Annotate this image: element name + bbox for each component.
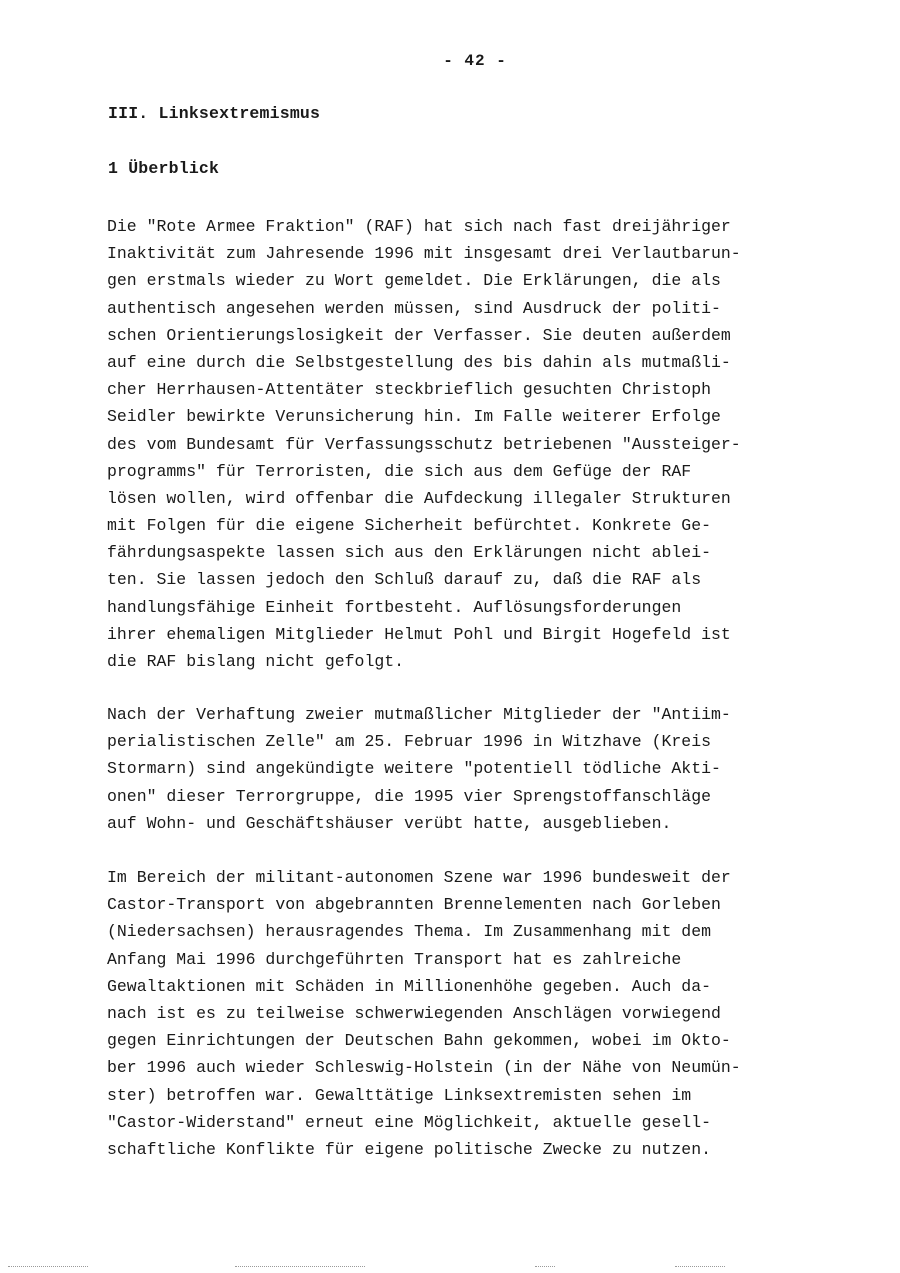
footer-dotted-rule	[235, 1266, 365, 1267]
footer-dotted-rule	[535, 1266, 555, 1267]
footer-dotted-rule	[8, 1266, 88, 1267]
text-line: auf eine durch die Selbstgestellung des bis dahin als mutmaßli-	[107, 352, 731, 372]
paragraph-antiimperialist-cell	[107, 701, 827, 837]
text-line: ber 1996 auch wieder Schleswig-Holstein (in der Nähe von Neumün-	[107, 1058, 741, 1078]
text-line: Im Bereich der militant-autonomen Szene war 1996 bundesweit der	[107, 868, 731, 887]
text-line: ihrer ehemaligen Mitglieder Helmut Pohl und Birgit Hogefeld ist	[107, 624, 731, 644]
text-line: "Castor-Widerstand" erneut eine Möglichkeit, aktuelle gesell-	[107, 1112, 711, 1132]
text-line: ster) betroffen war. Gewalttätige Linksextremisten sehen im	[107, 1085, 692, 1105]
text-line: programms" für Terroristen, die sich aus dem Gefüge der RAF	[107, 461, 692, 481]
text-line: gegen Einrichtungen der Deutschen Bahn gekommen, wobei im Okto-	[107, 1031, 731, 1051]
text-line: lösen wollen, wird offenbar die Aufdeckung illegaler Strukturen	[107, 488, 731, 508]
text-line: ten. Sie lassen jedoch den Schluß darauf zu, daß die RAF als	[107, 570, 702, 590]
text-line: auf Wohn- und Geschäftshäuser verübt hatte, ausgeblieben.	[107, 813, 672, 833]
text-line: Stormarn) sind angekündigte weitere "potentiell tödliche Akti-	[107, 759, 721, 779]
text-line: cher Herrhausen-Attentäter steckbrieflich gesuchten Christoph	[107, 380, 711, 400]
text-line: des vom Bundesamt für Verfassungsschutz betriebenen "Aussteiger-	[107, 434, 741, 454]
text-line: Gewaltaktionen mit Schäden in Millionenhöhe gegeben. Auch da-	[107, 976, 711, 996]
text-line: die RAF bislang nicht gefolgt.	[107, 652, 405, 671]
text-line: schen Orientierungslosigkeit der Verfasser. Sie deuten außerdem	[107, 325, 731, 345]
text-line: schaftliche Konflikte für eigene politische Zwecke zu nutzen.	[107, 1139, 711, 1159]
chapter-heading: III. Linksextremismus	[108, 104, 321, 123]
text-line: Anfang Mai 1996 durchgeführten Transport hat es zahlreiche	[107, 949, 682, 969]
text-line: Die "Rote Armee Fraktion" (RAF) hat sich nach fast dreijähriger	[107, 217, 731, 236]
text-line: fährdungsaspekte lassen sich aus den Erklärungen nicht ablei-	[107, 543, 711, 563]
text-line: (Niedersachsen) herausragendes Thema. Im Zusammenhang mit dem	[107, 922, 711, 942]
paragraph-raf	[107, 213, 827, 675]
text-line: onen" dieser Terrorgruppe, die 1995 vier Sprengstoffanschläge	[107, 786, 711, 806]
text-line: Castor-Transport von abgebrannten Brennelementen nach Gorleben	[107, 895, 721, 915]
text-line: Nach der Verhaftung zweier mutmaßlicher Mitglieder der "Antiim-	[107, 705, 731, 724]
text-line: perialistischen Zelle" am 25. Februar 1996 in Witzhave (Kreis	[107, 732, 711, 752]
text-line: handlungsfähige Einheit fortbesteht. Auflösungsforderungen	[107, 597, 682, 617]
text-line: authentisch angesehen werden müssen, sind Ausdruck der politi-	[107, 298, 721, 318]
footer-dotted-rule	[675, 1266, 725, 1267]
text-line: nach ist es zu teilweise schwerwiegenden Anschlägen vorwiegend	[107, 1003, 721, 1023]
section-heading: 1 Überblick	[108, 159, 220, 178]
text-line: Inaktivität zum Jahresende 1996 mit insgesamt drei Verlautbarun-	[107, 244, 741, 264]
text-line: mit Folgen für die eigene Sicherheit befürchtet. Konkrete Ge-	[107, 516, 711, 536]
paragraph-castor-transport	[107, 864, 827, 1163]
text-line: Seidler bewirkte Verunsicherung hin. Im Falle weiterer Erfolge	[107, 407, 721, 427]
page-number: - 42 -	[443, 52, 507, 70]
text-line: gen erstmals wieder zu Wort gemeldet. Die Erklärungen, die als	[107, 271, 721, 291]
